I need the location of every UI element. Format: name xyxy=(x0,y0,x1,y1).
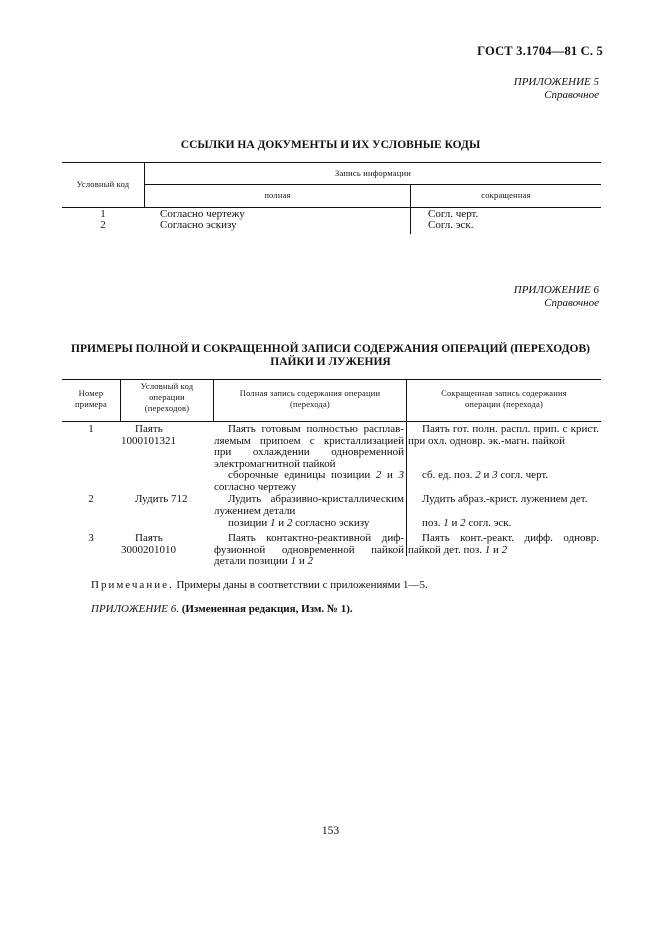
example-2-full-record: Лудить абразивно-кристаллическим лужением детали xyxy=(214,493,404,517)
amendment-label: ПРИЛОЖЕНИЕ 6. xyxy=(91,603,179,615)
example-3-full-record: Паять контактно-реактивной диф-фузионной одновременной пайкой детали позиции 1 и 2 xyxy=(214,532,404,567)
appendix-6-caption xyxy=(514,284,599,310)
appendix-6-title-line-2: ПАЙКИ И ЛУЖЕНИЯ xyxy=(270,356,391,368)
table-row-1-short: Согл. черт. xyxy=(428,208,479,220)
example-1-short-record-2: сб. ед. поз. 2 и 3 согл. черт. xyxy=(422,469,549,481)
appendix-5-title: ССЫЛКИ НА ДОКУМЕНТЫ И ИХ УСЛОВНЫЕ КОДЫ xyxy=(180,139,481,151)
col-header-code: Условный код xyxy=(76,179,130,189)
table-note xyxy=(91,579,428,591)
table-row-2-code: 2 xyxy=(100,219,106,231)
example-1-short-record: Паять гот. полн. распл. прип. с крист. при охл. одновр. эк.-магн. пайкой xyxy=(408,423,599,447)
example-2-code: Лудить 712 xyxy=(135,493,188,505)
col-header-short: сокращенная xyxy=(481,190,531,200)
table-row-2-full: Согласно эскизу xyxy=(160,219,237,231)
col-header-record: Запись информации xyxy=(335,168,411,178)
appendix-6-title-line-1: ПРИМЕРЫ ПОЛНОЙ И СОКРАЩЕННОЙ ЗАПИСИ СОДЕРЖАНИЯ ОПЕРАЦИЙ (ПЕРЕХОДОВ) xyxy=(71,343,590,355)
note-text: Примеры даны в соответствии с приложениями 1—5. xyxy=(173,579,428,591)
appendix-6-label: ПРИЛОЖЕНИЕ 6 xyxy=(513,284,599,296)
note-label: Примечание. xyxy=(91,579,174,591)
table-row-1-code: 1 xyxy=(100,208,106,220)
example-2-number: 2 xyxy=(88,493,94,505)
example-2-full-record-2: позиции 1 и 2 согласно эскизу xyxy=(228,517,370,529)
appendix-6-type: Справочное xyxy=(544,297,599,309)
table-row-2-short: Согл. эск. xyxy=(428,219,474,231)
page-number: 153 xyxy=(321,825,340,837)
example-3-number: 3 xyxy=(88,532,94,544)
amendment-text: (Измененная редакция, Изм. № 1). xyxy=(178,603,353,615)
header-example-number: Номер примера xyxy=(75,388,107,409)
table-row-1-full: Согласно чертежу xyxy=(160,208,245,220)
example-1-full-record-2: сборочные единицы позиции 2 и 3 согласно чертежу xyxy=(214,469,404,493)
example-2-short-record-2: поз. 1 и 2 согл. эск. xyxy=(422,517,512,529)
document-code: ГОСТ 3.1704—81 С. 5 xyxy=(477,44,603,58)
appendix-5-caption xyxy=(514,76,599,102)
example-3-code: Паять 3000201010 xyxy=(121,532,176,556)
header-full-record: Полная запись содержания операции (перехода) xyxy=(239,388,381,409)
col-header-full: полная xyxy=(264,190,291,200)
amendment-note xyxy=(91,603,353,615)
example-1-number: 1 xyxy=(88,423,94,435)
header-short-record: Сокращенная запись содержания операции (перехода) xyxy=(441,388,567,409)
header-operation-code: Условный код операции (переходов) xyxy=(140,381,194,413)
appendix-6-title xyxy=(60,343,601,369)
appendix-5-type: Справочное xyxy=(544,89,599,101)
example-1-full-record: Паять готовым полностью расплав-ляемым припоем с кристаллизацией при охлаждении одновременной электромагнитной пайкой xyxy=(214,423,404,470)
example-3-short-record: Паять конт.-реакт. дифф. одновр. пайкой дет. поз. 1 и 2 xyxy=(408,532,599,556)
appendix-5-label: ПРИЛОЖЕНИЕ 5 xyxy=(513,76,599,88)
example-2-short-record: Лудить абраз.-крист. лужением дет. xyxy=(422,493,588,505)
example-1-code: Паять 1000101321 xyxy=(121,423,176,447)
